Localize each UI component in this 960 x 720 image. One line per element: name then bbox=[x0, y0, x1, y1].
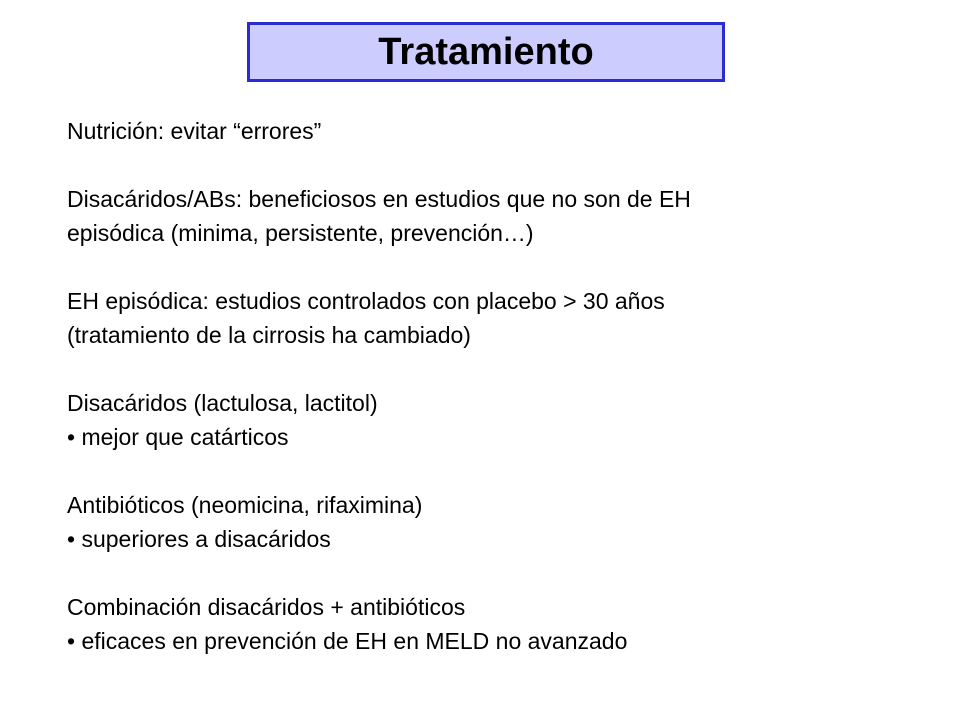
disacaridos-heading: Disacáridos (lactulosa, lactitol) bbox=[67, 390, 378, 416]
eh-episodica-line-2: (tratamiento de la cirrosis ha cambiado) bbox=[67, 322, 471, 348]
antibioticos-heading: Antibióticos (neomicina, rifaximina) bbox=[67, 492, 423, 518]
title-box bbox=[247, 22, 725, 82]
spacer bbox=[67, 250, 927, 284]
disacaridos-bullet: • mejor que catárticos bbox=[67, 424, 289, 450]
slide-content bbox=[67, 114, 927, 658]
slide-title: Tratamiento bbox=[378, 31, 594, 73]
combinacion-heading: Combinación disacáridos + antibióticos bbox=[67, 594, 466, 620]
nutricion-line: Nutrición: evitar “errores” bbox=[67, 118, 322, 144]
antibioticos-bullet: • superiores a disacáridos bbox=[67, 526, 331, 552]
spacer bbox=[67, 148, 927, 182]
spacer bbox=[67, 454, 927, 488]
spacer bbox=[67, 556, 927, 590]
eh-episodica-line-1: EH episódica: estudios controlados con placebo > 30 años bbox=[67, 288, 665, 314]
disacaridos-abs-line-1: Disacáridos/ABs: beneficiosos en estudios que no son de EH bbox=[67, 186, 691, 212]
combinacion-bullet: • eficaces en prevención de EH en MELD no avanzado bbox=[67, 628, 628, 654]
disacaridos-abs-line-2: episódica (minima, persistente, prevención…) bbox=[67, 220, 534, 246]
spacer bbox=[67, 352, 927, 386]
